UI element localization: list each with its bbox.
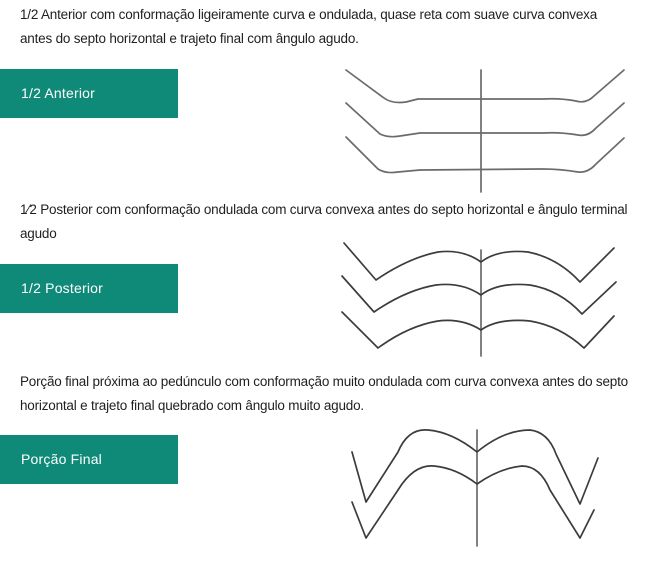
posterior-label: 1/2 Posterior xyxy=(0,264,178,313)
final-portion-line-2 xyxy=(352,466,594,538)
posterior-line-2 xyxy=(342,276,616,314)
final-portion-scale-lines-illustration xyxy=(344,424,606,550)
final-portion-line-1 xyxy=(352,430,598,504)
anterior-line-1 xyxy=(346,70,624,103)
final-portion-description: Porção final próxima ao pedúnculo com conformação muito ondulada com curva convexa antes do septo horizontal e trajeto final quebrado com ângulo muito agudo. xyxy=(20,374,628,413)
posterior-line-1 xyxy=(344,243,614,282)
anterior-line-2 xyxy=(346,103,624,137)
final-portion-label: Porção Final xyxy=(0,435,178,484)
anterior-description: 1/2 Anterior com conformação ligeiramente curva e ondulada, quase reta com suave curva convexa antes do septo horizontal e trajeto final com ângulo agudo. xyxy=(20,7,598,46)
anterior-scale-lines-illustration xyxy=(338,66,630,196)
anterior-label: 1/2 Anterior xyxy=(0,69,178,118)
anterior-line-3 xyxy=(346,137,624,173)
posterior-description: 1⁄2 Posterior com conformação ondulada com curva convexa antes do septo horizontal e ângulo terminal agudo xyxy=(20,202,628,241)
posterior-line-3 xyxy=(342,312,614,348)
posterior-scale-lines-illustration xyxy=(338,240,630,358)
